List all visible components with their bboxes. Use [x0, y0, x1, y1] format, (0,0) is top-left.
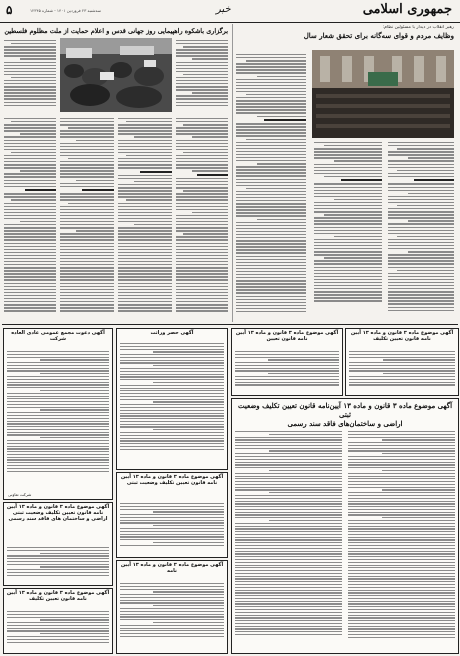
ad-title-line: اراضی و ساختمان‌های فاقد سند رسمی [287, 419, 403, 428]
ad-land-registration [345, 328, 459, 396]
ad-body [120, 583, 224, 649]
article-column [176, 40, 228, 112]
ad-body [7, 547, 109, 581]
ad-title: آگهی موضوع ماده ۳ قانون و ماده ۱۳ آیین نامه قانون تعیین تکلیف [6, 590, 110, 603]
ad-signature: شرکت تعاونی [8, 492, 32, 497]
article-headline: وظایف مردم و قوای سه‌گانه برای تحقق شعار سال [303, 31, 454, 40]
article-column [314, 142, 382, 320]
article-column [4, 40, 56, 112]
ads-section-rule [2, 324, 458, 325]
ad-body [120, 343, 224, 465]
article-column [118, 118, 172, 320]
ad-title: آگهی دعوت مجمع عمومی عادی العاده شرکت [11, 330, 105, 343]
ad-title-line: آگهی موضوع ماده ۳ قانون و ماده ۱۳ آیین‌نامه قانون تعیین تکلیف وضعیت ثبتی [237, 401, 453, 419]
ad-general-assembly [3, 328, 113, 500]
column-divider [232, 24, 233, 322]
section-name: خبر [216, 4, 231, 15]
article-headline: برگزاری باشکوه راهپیمایی روز جهانی قدس و اعلام حمایت از ملت مظلوم فلسطین [4, 27, 228, 35]
ad-land-registration [231, 328, 343, 396]
article-column [236, 54, 306, 320]
masthead [0, 0, 460, 23]
ad-body [7, 611, 109, 649]
ad-title: آگهی موضوع ماده ۳ قانون و ماده ۱۳ آیین نامه [120, 562, 224, 575]
ad-title: آگهی موضوع ماده ۳ قانون و ماده ۱۳ آیین نامه قانون تعیین تکلیف وضعیت ثبتی [120, 474, 224, 487]
article-top-left [4, 26, 228, 36]
page-number: ۵ [6, 3, 13, 17]
article-column [4, 118, 56, 320]
ad-inheritance [116, 328, 228, 470]
ad-title: آگهی حصر وراثت [150, 330, 194, 336]
newspaper-logo: جمهوری اسلامی [362, 2, 452, 17]
article-kicker: رهبر انقلاب در دیدار با مسئولین نظام: [382, 25, 454, 30]
article-photo-meeting [312, 50, 454, 138]
date-line: سه‌شنبه ۲۳ فروردین ۱۴۰۱ - شماره ۱۲۳۴۵ [30, 8, 101, 13]
ad-body-column [348, 431, 455, 649]
ad-land-registration [3, 502, 113, 586]
ad-body [7, 351, 109, 487]
ad-land-registration [3, 588, 113, 654]
ad-land-registration-main [231, 398, 459, 654]
article-column [60, 118, 114, 320]
ad-land-registration [116, 472, 228, 558]
article-column [176, 118, 228, 320]
ad-body-column [235, 431, 342, 649]
ad-body [235, 351, 339, 391]
ad-body [235, 431, 455, 649]
article-photo-rally [60, 38, 172, 112]
ad-land-registration [116, 560, 228, 654]
ad-body [349, 351, 455, 391]
ad-title: آگهی موضوع ماده ۳ قانون و ماده ۱۳ آیین نامه قانون تعیین [235, 330, 339, 343]
ad-body [120, 503, 224, 553]
ad-title: آگهی موضوع ماده ۳ قانون و ماده ۱۳ آیین نامه قانون تعیین تکلیف وضعیت ثبتی اراضی و ساختمان های فاقد سند رسمی [6, 504, 110, 523]
article-top-right [276, 25, 454, 41]
article-column [388, 142, 454, 320]
ad-title [232, 399, 458, 430]
ad-title: آگهی موضوع ماده ۳ قانون و ماده ۱۳ آیین نامه قانون تعیین تکلیف [350, 330, 454, 343]
